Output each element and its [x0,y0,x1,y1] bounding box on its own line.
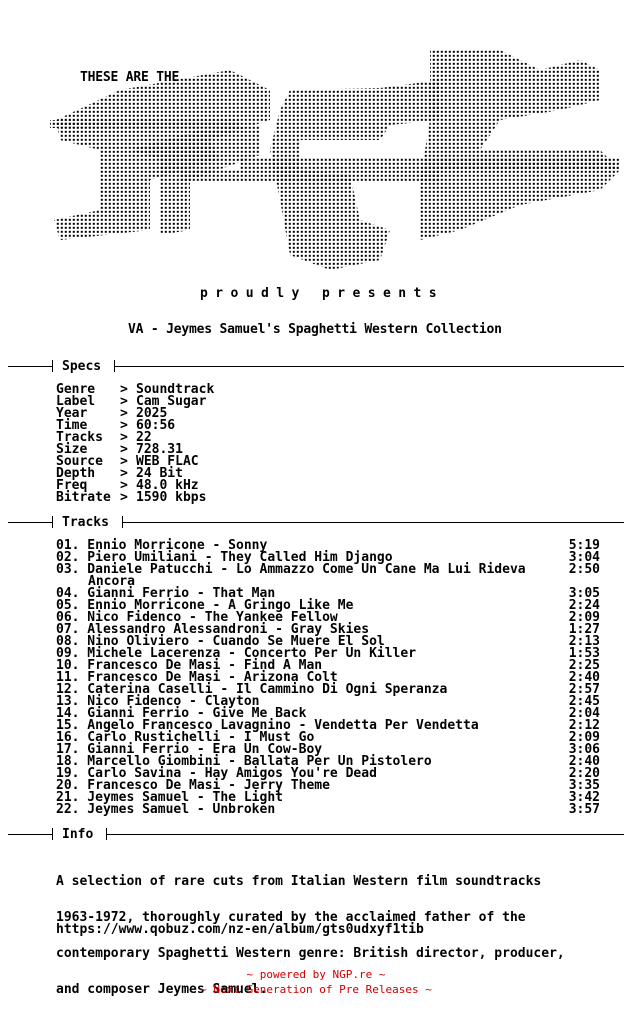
track-title: 05. Ennio Morricone - A Gringo Like Me [56,598,354,613]
track-duration: 5:19 [568,538,600,553]
track-title: 08. Nino Oliviero - Cuando Se Muere El Sol [56,634,385,649]
track-duration: 2:09 [568,610,600,625]
track-duration: 3:06 [568,742,600,757]
track-row [56,564,600,576]
logo-sweep [240,158,620,170]
divider-tick [52,828,53,840]
spec-key: Label [56,394,96,409]
spec-value: 60:56 [136,418,176,433]
spec-separator: > [120,454,128,469]
spec-key: Size [56,442,88,457]
track-title: 07. Alessandro Alessandroni - Gray Skies [56,622,370,637]
divider-left [8,522,52,523]
presents-line: p r o u d l y p r e s e n t s [200,286,437,301]
track-duration: 2:13 [568,634,600,649]
track-duration: 3:57 [568,802,600,817]
track-title: 16. Carlo Rustichelli - I Must Go [56,730,315,745]
track-duration: 2:40 [568,670,600,685]
section-label: Specs [62,359,102,374]
ngp-logo-art [0,30,632,280]
album-url-link[interactable]: https://www.qobuz.com/nz-en/album/gts0udxyf1tib [56,922,424,937]
track-title-continuation: Ancora [88,574,135,589]
track-duration: 2:04 [568,706,600,721]
spec-separator: > [120,490,128,505]
info-line: contemporary Spaghetti Western genre: British director, producer, [56,946,565,961]
track-title: 01. Ennio Morricone - Sonny [56,538,268,553]
spec-value: 22 [136,430,152,445]
track-title: 14. Gianni Ferrio - Give Me Back [56,706,307,721]
section-header-info [8,828,624,840]
track-duration: 2:40 [568,754,600,769]
track-duration: 2:20 [568,766,600,781]
track-duration: 2:45 [568,694,600,709]
logo-sweep-3 [50,120,240,128]
track-duration: 2:57 [568,682,600,697]
track-title: 15. Angelo Francesco Lavagnino - Vendetta Per Vendetta [56,718,479,733]
spec-value: 2025 [136,406,168,421]
section-header-tracks [8,516,624,528]
track-title: 21. Jeymes Samuel - The Light [56,790,283,805]
track-duration: 2:25 [568,658,600,673]
spec-key: Tracks [56,430,103,445]
divider-left [8,834,52,835]
spec-value: 1590 kbps [136,490,207,505]
track-title: 11. Francesco De Masi - Arizona Colt [56,670,338,685]
spec-separator: > [120,466,128,481]
spec-key: Time [56,418,88,433]
spec-value: Cam Sugar [136,394,207,409]
tagline: THESE ARE THE [80,70,180,85]
track-duration: 3:42 [568,790,600,805]
track-duration: 2:09 [568,730,600,745]
specs-list [56,384,214,504]
info-line: and composer Jeymes Samuel. [56,982,268,997]
divider-right [122,522,624,523]
spec-key: Freq [56,478,88,493]
track-duration: 1:27 [568,622,600,637]
track-title: 20. Francesco De Masi - Jerry Theme [56,778,330,793]
footer-powered-by: ~ powered by NGP.re ~ [246,968,386,981]
spec-key: Source [56,454,103,469]
release-title: VA - Jeymes Samuel's Spaghetti Western Collection [128,322,502,337]
spec-separator: > [120,406,128,421]
track-title: 18. Marcello Giombini - Ballata Per Un Pistolero [56,754,432,769]
spec-separator: > [120,478,128,493]
spec-value: Soundtrack [136,382,215,397]
logo-letter-p [420,50,620,240]
spec-separator: > [120,442,128,457]
track-duration: 2:50 [568,562,600,577]
track-title: 17. Gianni Ferrio - Era Un Cow-Boy [56,742,323,757]
divider-tick [52,360,53,372]
tracklist [56,540,600,816]
spec-key: Genre [56,382,96,397]
spec-row [56,492,214,504]
spec-value: WEB FLAC [136,454,199,469]
spec-separator: > [120,394,128,409]
track-row [56,804,600,816]
section-label: Tracks [62,515,109,530]
footer-tagline: ~ Next Generation of Pre Releases ~ [200,983,432,996]
track-title: 12. Caterina Caselli - Il Cammino Di Ogni Speranza [56,682,448,697]
track-title: 09. Michele Lacerenza - Concerto Per Un Killer [56,646,417,661]
section-header-specs [8,360,624,372]
track-title: 02. Piero Umiliani - They Called Him Django [56,550,393,565]
logo-sweep-2 [180,170,440,182]
spec-separator: > [120,430,128,445]
spec-key: Bitrate [56,490,111,505]
track-duration: 2:12 [568,718,600,733]
track-title: 19. Carlo Savina - Hay Amigos You're Dead [56,766,377,781]
track-title: 13. Nico Fidenco - Clayton [56,694,260,709]
track-title: 22. Jeymes Samuel - Unbroken [56,802,276,817]
divider-right [114,366,624,367]
info-line: A selection of rare cuts from Italian Western film soundtracks [56,874,542,889]
track-duration: 1:53 [568,646,600,661]
divider-tick [52,516,53,528]
spec-separator: > [120,418,128,433]
divider-right [106,834,624,835]
track-title: 03. Daniele Patucchi - Lo Ammazzo Come Un Cane Ma Lui Rideva [56,562,526,577]
track-duration: 2:24 [568,598,600,613]
section-label: Info [62,827,94,842]
track-title: 06. Nico Fidenco - The Yankee Fellow [56,610,338,625]
spec-value: 24 Bit [136,466,183,481]
spec-separator: > [120,382,128,397]
spec-key: Year [56,406,88,421]
spec-value: 48.0 kHz [136,478,199,493]
info-line: 1963-1972, thoroughly curated by the acclaimed father of the [56,910,526,925]
spec-key: Depth [56,466,96,481]
track-duration: 3:35 [568,778,600,793]
spec-value: 728.31 [136,442,183,457]
track-duration: 3:05 [568,586,600,601]
track-duration: 3:04 [568,550,600,565]
divider-left [8,366,52,367]
track-title: 04. Gianni Ferrio - That Man [56,586,276,601]
track-title: 10. Francesco De Masi - Find A Man [56,658,323,673]
